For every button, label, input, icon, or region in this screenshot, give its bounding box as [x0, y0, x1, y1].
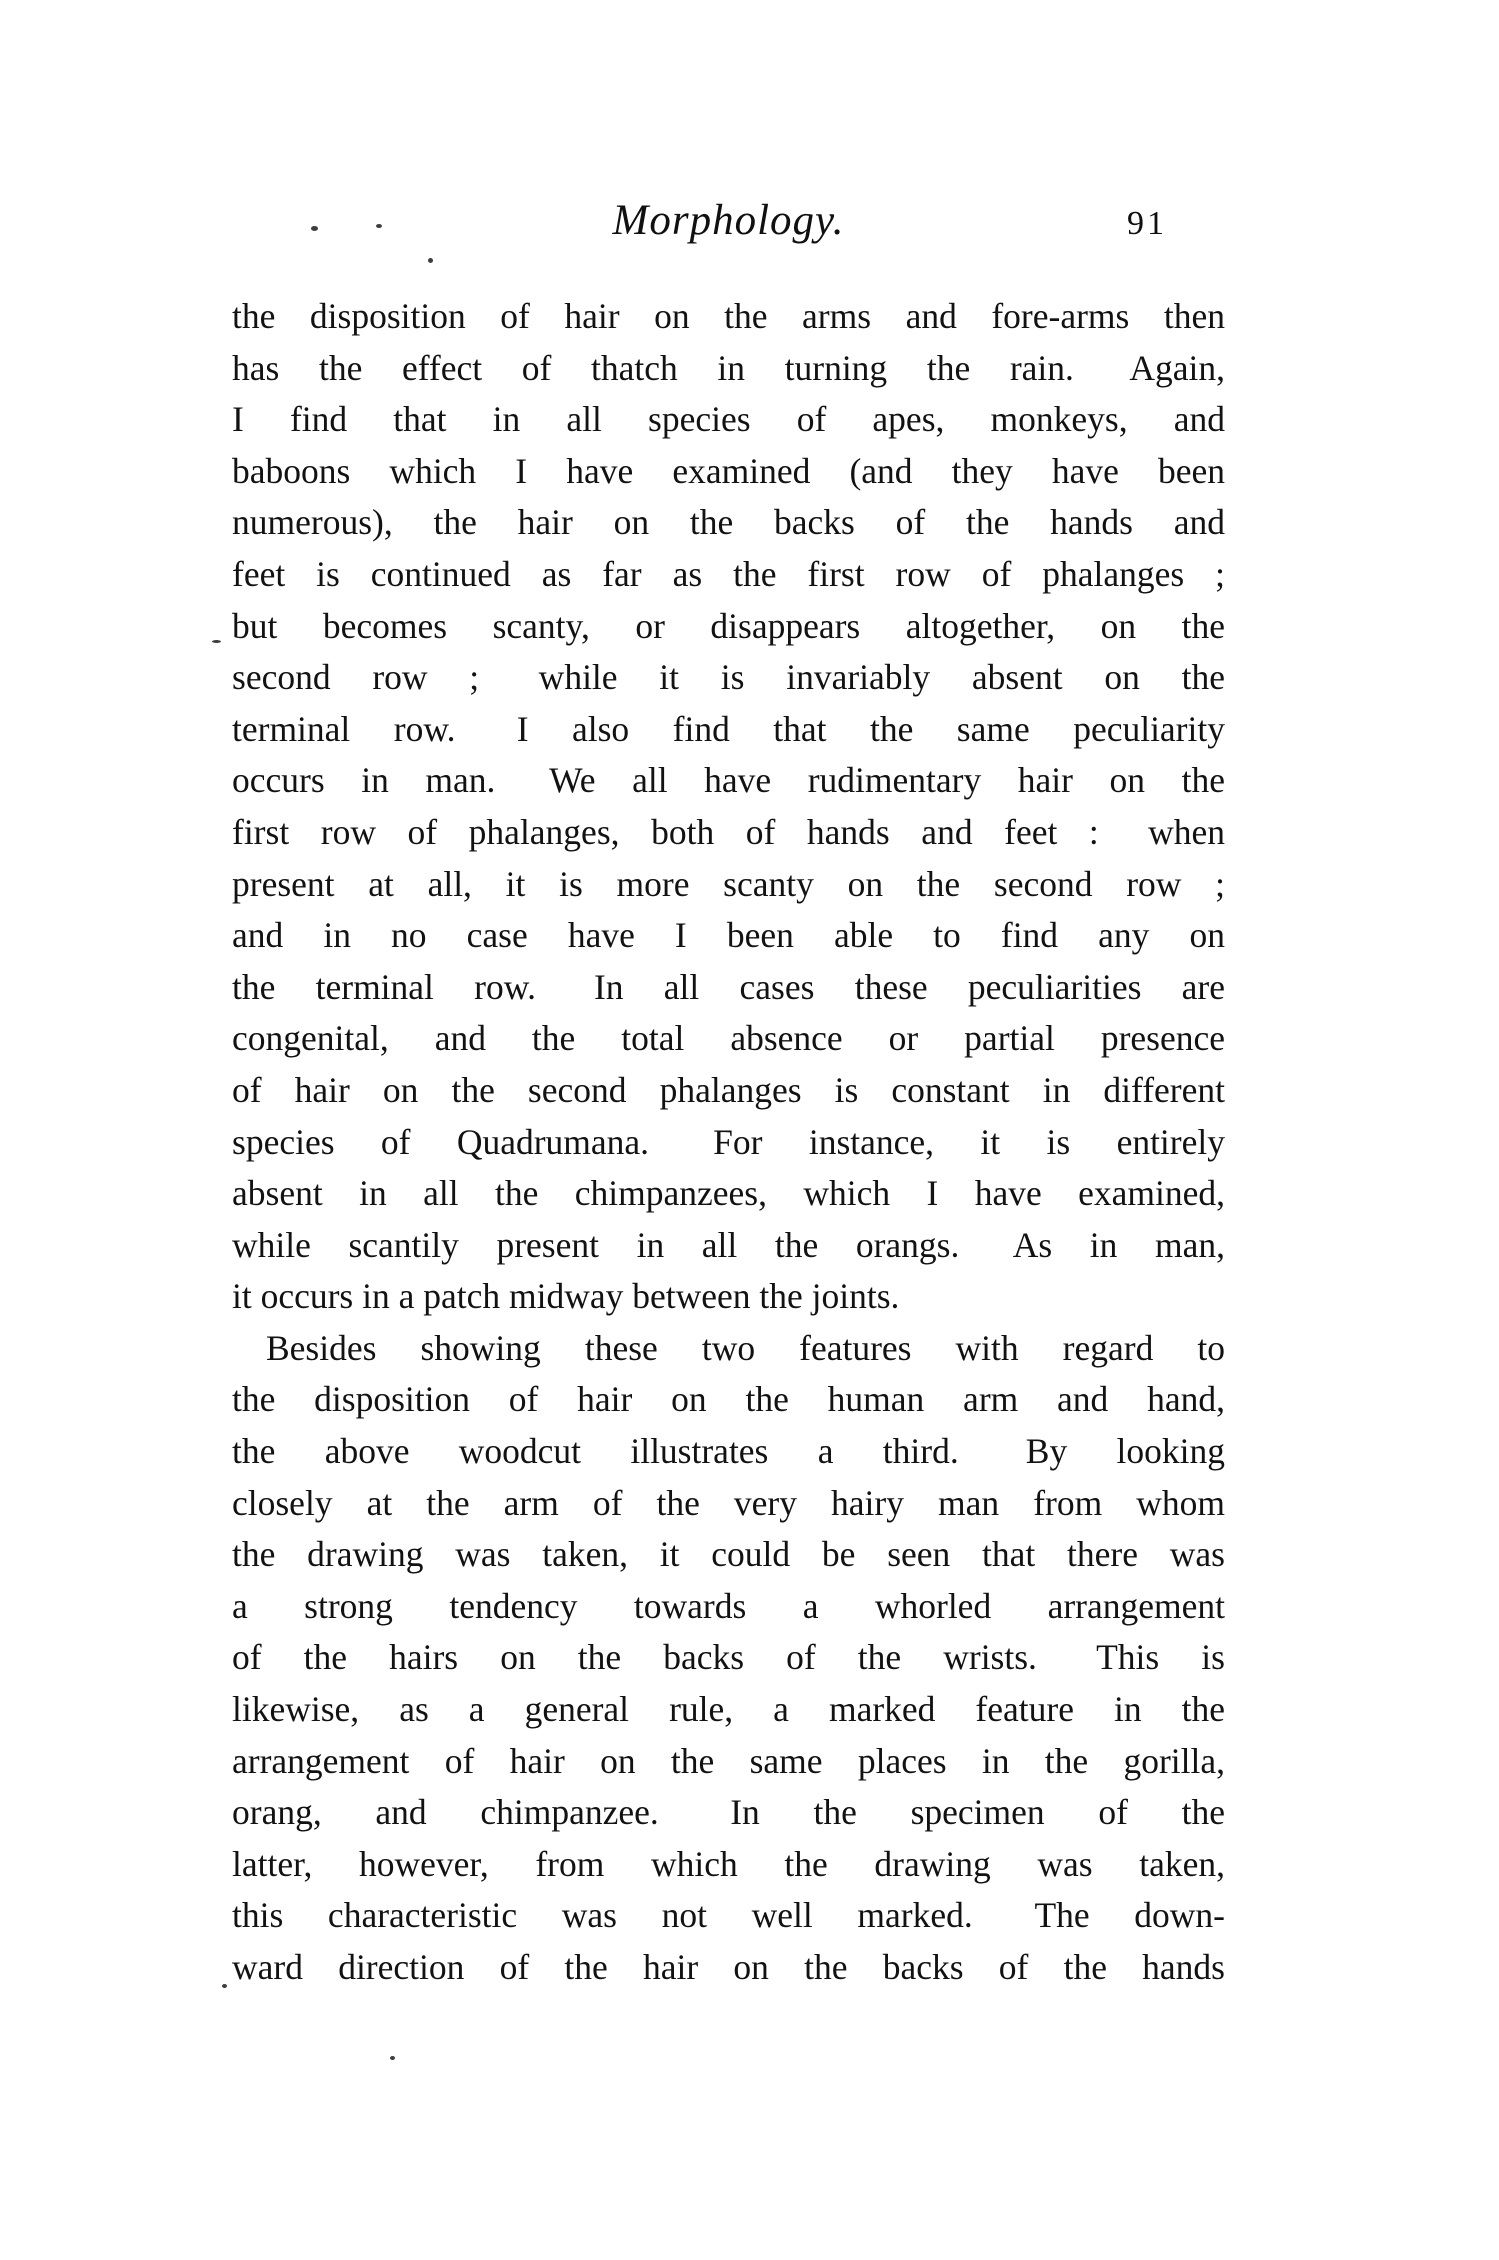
text-line: has the effect of thatch in turning the rain. Again,: [232, 347, 1225, 388]
text-line: feet is continued as far as the first row of phalanges ;: [232, 553, 1225, 594]
text-line: likewise, as a general rule, a marked feature in the: [232, 1689, 1225, 1730]
scan-speck: [390, 2056, 395, 2060]
text-line: species of Quadrumana. For instance, it is entirely: [232, 1121, 1225, 1162]
text-line: the disposition of hair on the human arm and hand,: [232, 1379, 1225, 1420]
text-line: absent in all the chimpanzees, which I have examined,: [232, 1173, 1225, 1214]
scan-speck: [212, 640, 221, 643]
text-line: I find that in all species of apes, monkeys, and: [232, 399, 1225, 440]
text-body: [232, 291, 1225, 1994]
text-line: of hair on the second phalanges is constant in different: [232, 1069, 1225, 1110]
text-line: arrangement of hair on the same places in the gorilla,: [232, 1740, 1225, 1781]
text-line: occurs in man. We all have rudimentary hair on the: [232, 760, 1225, 801]
text-line: while scantily present in all the orangs. As in man,: [232, 1224, 1225, 1265]
text-line: second row ; while it is invariably absent on the: [232, 657, 1225, 698]
text-line: Besides showing these two features with regard to: [266, 1327, 1225, 1368]
text-line: first row of phalanges, both of hands and feet : when: [232, 811, 1225, 852]
text-line: baboons which I have examined (and they have been: [232, 450, 1225, 491]
page-number: 91: [1127, 205, 1167, 242]
text-line: terminal row. I also find that the same peculiarity: [232, 708, 1225, 749]
text-line: the terminal row. In all cases these peculiarities are: [232, 966, 1225, 1007]
page-title: Morphology.: [612, 197, 845, 244]
text-line: latter, however, from which the drawing was taken,: [232, 1843, 1225, 1884]
text-line: it occurs in a patch midway between the joints.: [232, 1276, 900, 1317]
scan-speck: [428, 258, 433, 263]
text-line: ward direction of the hair on the backs of the hands: [232, 1947, 1225, 1987]
text-line: closely at the arm of the very hairy man from whom: [232, 1482, 1225, 1523]
text-line: a strong tendency towards a whorled arrangement: [232, 1585, 1225, 1626]
text-line: this characteristic was not well marked. The down-: [232, 1895, 1225, 1936]
text-line: of the hairs on the backs of the wrists. This is: [232, 1637, 1225, 1678]
text-line: and in no case have I been able to find any on: [232, 915, 1225, 956]
text-line: the disposition of hair on the arms and fore-arms then: [232, 296, 1225, 336]
text-line: orang, and chimpanzee. In the specimen of the: [232, 1792, 1225, 1833]
text-line: present at all, it is more scanty on the second row ;: [232, 863, 1225, 904]
text-line: congenital, and the total absence or partial presence: [232, 1018, 1225, 1059]
scan-speck: [376, 224, 382, 228]
scan-speck: [222, 1984, 227, 1988]
scan-speck: [311, 226, 318, 231]
text-line: but becomes scanty, or disappears altogether, on the: [232, 605, 1225, 646]
text-line: numerous), the hair on the backs of the hands and: [232, 502, 1225, 543]
text-line: the drawing was taken, it could be seen that there was: [232, 1534, 1225, 1575]
running-head: [232, 194, 1225, 264]
text-line: the above woodcut illustrates a third. By looking: [232, 1431, 1225, 1472]
